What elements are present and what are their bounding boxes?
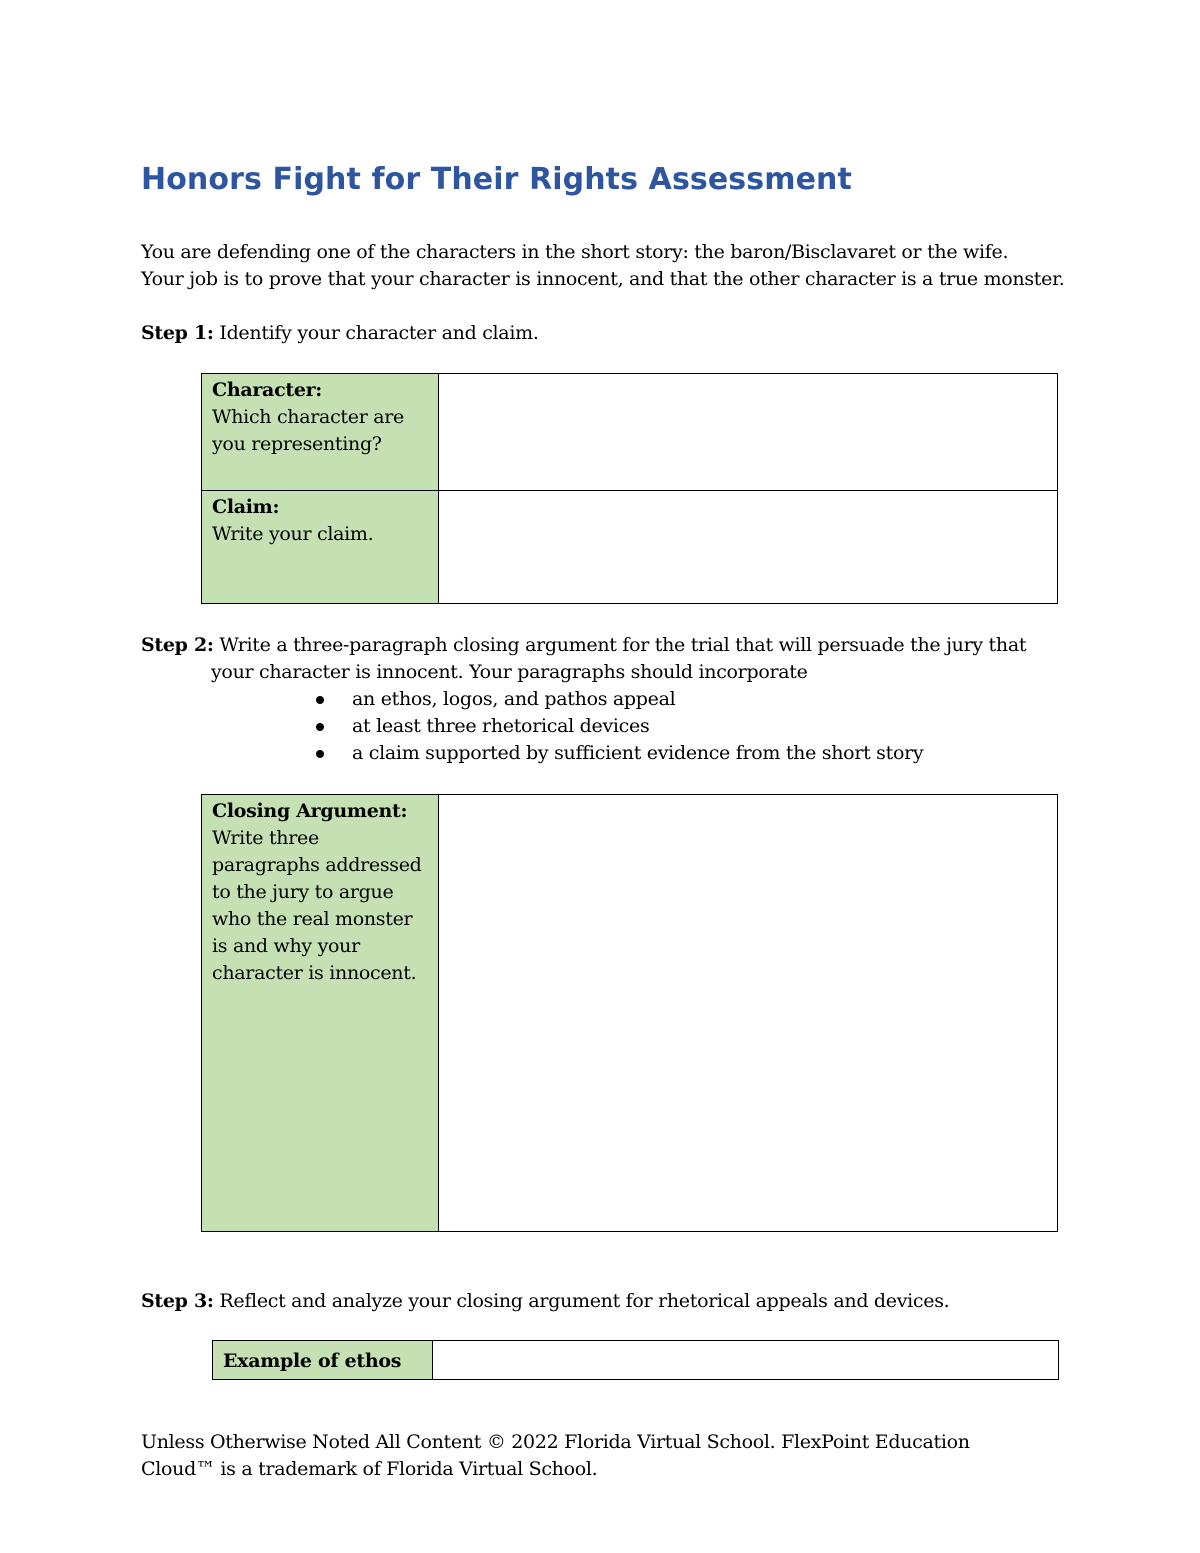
ethos-row: [213, 1341, 1059, 1380]
list-item-text: at least three rhetorical devices: [352, 715, 650, 737]
intro-line-1: You are defending one of the characters in the short story: the baron/Bisclavaret or the wife.: [141, 241, 1009, 263]
step-2-requirements-list: [312, 686, 923, 767]
closing-argument-label-cell: [202, 795, 439, 1232]
list-item: [312, 713, 923, 740]
closing-argument-description: Write three paragraphs addressed to the jury to argue who the real monster is and why your character is innocent.: [212, 827, 422, 984]
step-3-label: Step 3:: [141, 1290, 214, 1312]
step-2-instruction: [141, 632, 1026, 659]
step-2-text-line-2: your character is innocent. Your paragraphs should incorporate: [211, 661, 808, 683]
claim-description: Write your claim.: [212, 523, 374, 545]
page-title: Honors Fight for Their Rights Assessment: [141, 162, 852, 197]
copyright-footer: [141, 1429, 1061, 1483]
bullet-icon: [316, 696, 324, 704]
character-description: Which character are you representing?: [212, 406, 404, 455]
step-1-instruction: [141, 320, 539, 347]
step-2-table: [201, 794, 1058, 1232]
closing-argument-input[interactable]: [439, 795, 1058, 1232]
ethos-input[interactable]: [433, 1341, 1059, 1380]
closing-argument-row: [202, 795, 1058, 1232]
list-item: [312, 686, 923, 713]
claim-heading: Claim:: [212, 496, 280, 518]
step-3-table: [212, 1340, 1059, 1380]
closing-argument-heading: Closing Argument:: [212, 800, 408, 822]
step-1-text: Identify your character and claim.: [213, 322, 539, 344]
claim-input[interactable]: [439, 491, 1058, 604]
list-item: [312, 740, 923, 767]
step-2-text-line-1: Write a three-paragraph closing argument for the trial that will persuade the jury that: [213, 634, 1027, 656]
step-1-label: Step 1:: [141, 322, 214, 344]
bullet-icon: [316, 723, 324, 731]
footer-line-1: Unless Otherwise Noted All Content © 2022 Florida Virtual School. FlexPoint Education: [141, 1431, 970, 1453]
footer-line-2: Cloud™ is a trademark of Florida Virtual School.: [141, 1458, 598, 1480]
intro-line-2: Your job is to prove that your character is innocent, and that the other character is a true monster.: [141, 268, 1065, 290]
bullet-icon: [316, 750, 324, 758]
intro-text: [141, 239, 1101, 293]
ethos-label-cell: Example of ethos: [213, 1341, 433, 1380]
step-1-table: [201, 373, 1058, 604]
step-3-text: Reflect and analyze your closing argument for rhetorical appeals and devices.: [213, 1290, 950, 1312]
character-label-cell: [202, 374, 439, 491]
character-input[interactable]: [439, 374, 1058, 491]
step-2-label: Step 2:: [141, 634, 214, 656]
claim-row: [202, 491, 1058, 604]
claim-label-cell: [202, 491, 439, 604]
character-row: [202, 374, 1058, 491]
list-item-text: a claim supported by sufficient evidence from the short story: [352, 742, 924, 764]
list-item-text: an ethos, logos, and pathos appeal: [352, 688, 676, 710]
step-3-instruction: [141, 1288, 949, 1315]
character-heading: Character:: [212, 379, 323, 401]
